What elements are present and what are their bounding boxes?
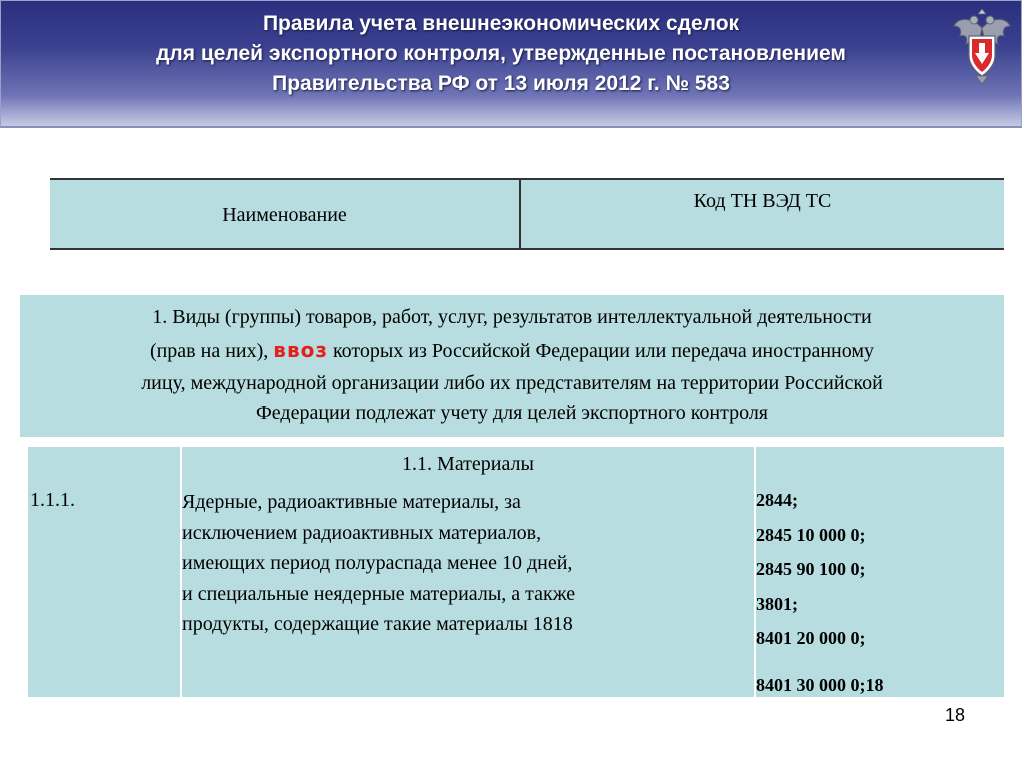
section-line-2-before: (прав на них),	[149, 340, 274, 362]
row-codes-cell	[756, 447, 1004, 697]
materials-subheading: 1.1. Материалы	[402, 453, 534, 475]
row-number: 1.1.1.	[30, 489, 75, 511]
hs-codes-list	[756, 483, 884, 702]
table-column-header	[50, 178, 1004, 250]
row-number-cell	[28, 447, 180, 697]
materials-description	[182, 487, 742, 640]
page-number: 18	[944, 705, 966, 725]
section-heading-block	[20, 295, 1004, 437]
materials-table-row	[28, 447, 1004, 697]
hs-code: 2845 90 100 0;	[756, 559, 866, 579]
hs-code: 8401 30 000 0;18	[756, 674, 884, 695]
row-description-cell	[182, 447, 754, 697]
title-line-1: Правила учета внешнеэкономических сделок	[262, 12, 740, 35]
section-heading-text	[28, 301, 996, 428]
hs-code: 2844;	[756, 490, 798, 510]
description-line: и специальные неядерные материалы, а также	[182, 582, 576, 605]
section-line-2	[28, 333, 996, 368]
description-line: исключением радиоактивных материалов,	[182, 521, 542, 544]
section-line-2-after: которых из Российской Федерации или передача иностранному	[327, 340, 875, 362]
slide-header	[0, 0, 1022, 128]
column-code-label: Код ТН ВЭД ТС	[693, 190, 832, 212]
section-line-1: 1. Виды (группы) товаров, работ, услуг, результатов интеллектуальной деятельности	[152, 306, 872, 328]
section-line-3: лицу, международной организации либо их представителям на территории Российской	[141, 372, 883, 394]
description-line: имеющих период полураспада менее 10 дней,	[182, 552, 573, 574]
title-line-3: Правительства РФ от 13 июля 2012 г. № 583	[272, 72, 730, 95]
description-line: Ядерные, радиоактивные материалы, за	[182, 491, 521, 513]
highlight-import-word: ввоз	[273, 338, 328, 362]
slide-title	[61, 9, 941, 99]
double-headed-eagle-emblem-icon	[952, 6, 1012, 86]
title-line-2: для целей экспортного контроля, утвержденные постановлением	[156, 42, 846, 65]
description-line: продукты, содержащие такие материалы 1818	[182, 613, 573, 635]
column-name-label: Наименование	[222, 204, 347, 226]
hs-code: 2845 10 000 0;	[756, 524, 866, 545]
hs-code: 3801;	[756, 593, 798, 614]
hs-code: 8401 20 000 0;	[756, 628, 866, 648]
section-line-4: Федерации подлежат учету для целей экспортного контроля	[255, 402, 768, 424]
